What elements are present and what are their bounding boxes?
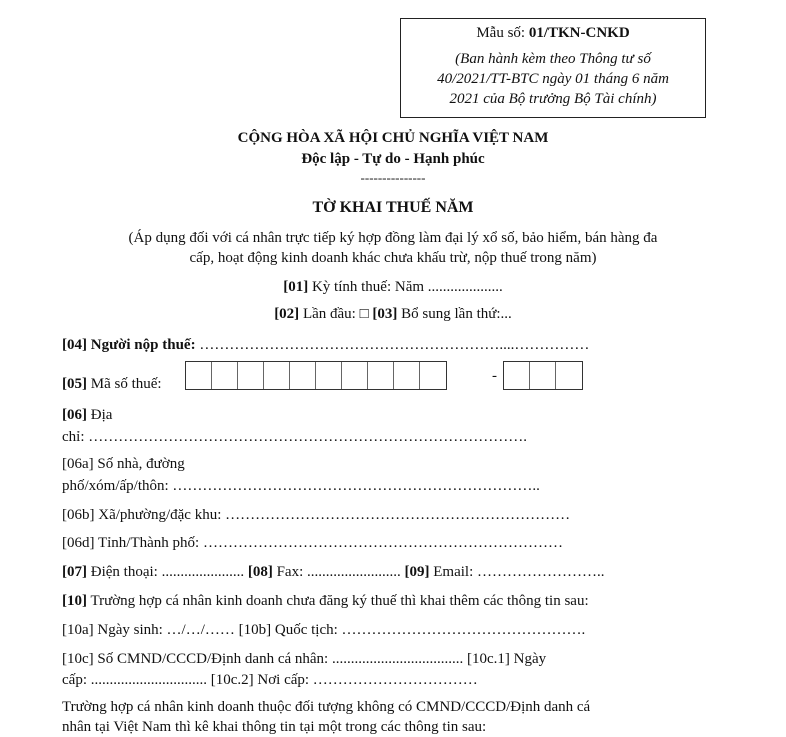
form-code: 01/TKN-CNKD (528, 25, 630, 41)
field-02-03-line (0, 304, 786, 324)
form-code-line (401, 23, 705, 43)
tax-code-digit[interactable] (316, 362, 342, 389)
national-motto: Độc lập - Tự do - Hạnh phúc (301, 151, 485, 167)
field-10c-line-1[interactable]: [10c] Số CMND/CCCD/Định danh cá nhân: ................................... [10c.1] Ngày (62, 651, 547, 667)
field-06-address-input[interactable]: chỉ: ……………………………………………………………………………. (62, 429, 527, 445)
field-09-email[interactable]: Email: …………………….. (429, 564, 605, 580)
field-09-code: [09] (404, 564, 430, 580)
field-04-label: [04] Người nộp thuế: (62, 337, 196, 353)
tax-code-branch-boxes[interactable] (503, 361, 583, 390)
page-title: TỜ KHAI THUẾ NĂM (312, 199, 474, 216)
field-01-text: Kỳ tính thuế: Năm .................... (308, 279, 503, 295)
field-06-code: [06] (62, 407, 87, 423)
first-time-checkbox[interactable]: □ (359, 306, 369, 322)
tax-code-digit[interactable] (394, 362, 420, 389)
header-separator: --------------- (360, 170, 426, 185)
field-02-text: Lần đầu: (299, 306, 360, 322)
field-06b-ward[interactable]: [06b] Xã/phường/đặc khu: …………………………………………………………… (62, 507, 571, 523)
field-07-code: [07] (62, 564, 87, 580)
field-04-dots: ……………………………………………………....…………… (195, 337, 590, 353)
field-10-text: Trường hợp cá nhân kinh doanh chưa đăng ký thuế thì khai thêm các thông tin sau: (87, 593, 589, 609)
field-02-code: [02] (274, 306, 300, 322)
field-06-address-label (62, 405, 112, 425)
field-05-label (62, 374, 162, 394)
tax-code-digit[interactable] (212, 362, 238, 389)
field-01-tax-period[interactable] (0, 277, 786, 297)
tax-code-branch-digit[interactable] (530, 362, 556, 389)
form-code-box (400, 18, 706, 118)
field-06-text: Địa (87, 407, 113, 423)
country-name: CỘNG HÒA XÃ HỘI CHỦ NGHĨA VIỆT NAM (237, 130, 549, 146)
field-10a-10b[interactable]: [10a] Ngày sinh: …/…/…… [10b] Quốc tịch: …………………………………………. (62, 622, 586, 638)
issued-line-2: 40/2021/TT-BTC ngày 01 tháng 6 năm (437, 71, 669, 87)
subtitle-line-2: cấp, hoạt động kinh doanh khác chưa khấu trừ, nộp thuế trong năm) (189, 250, 597, 266)
tax-code-digit[interactable] (368, 362, 394, 389)
field-03-text[interactable]: Bổ sung lần thứ:... (397, 306, 512, 322)
field-06d-province[interactable]: [06d] Tỉnh/Thành phố: ……………………………………………………………… (62, 535, 563, 551)
tax-code-branch-digit[interactable] (556, 362, 582, 389)
field-04-taxpayer[interactable] (62, 335, 589, 355)
tax-code-digit[interactable] (238, 362, 264, 389)
tax-code-digit[interactable] (342, 362, 368, 389)
tax-code-digit[interactable] (264, 362, 290, 389)
field-06a-label: [06a] Số nhà, đường (62, 456, 185, 472)
field-08-fax[interactable]: Fax: ......................... (272, 564, 405, 580)
subtitle-line-1: (Áp dụng đối với cá nhân trực tiếp ký hợp đồng làm đại lý xổ số, bảo hiểm, bán hàng đa (128, 230, 658, 246)
field-01-code: [01] (283, 279, 309, 295)
tax-code-dash: - (492, 368, 497, 384)
issued-line-3: 2021 của Bộ trưởng Bộ Tài chính) (449, 91, 657, 107)
field-07-09-line (62, 562, 605, 582)
field-10-code: [10] (62, 593, 87, 609)
field-10c-line-2[interactable]: cấp: ............................... [10c.2] Nơi cấp: …………………………… (62, 672, 478, 688)
field-10-line (62, 591, 589, 611)
tax-code-digit[interactable] (420, 362, 446, 389)
field-03-code: [03] (368, 306, 398, 322)
tax-code-boxes[interactable] (185, 361, 447, 390)
note-line-2: nhân tại Việt Nam thì kê khai thông tin tại một trong các thông tin sau: (62, 719, 487, 735)
form-code-label: Mẫu số: (476, 25, 529, 41)
issued-line-1: (Ban hành kèm theo Thông tư số (455, 51, 651, 67)
tax-code-digit[interactable] (186, 362, 212, 389)
field-05-code: [05] (62, 376, 87, 392)
field-06a-input[interactable]: phố/xóm/ấp/thôn: ……………………………………………………………….. (62, 478, 540, 494)
note-line-1: Trường hợp cá nhân kinh doanh thuộc đối tượng không có CMND/CCCD/Định danh cá (62, 699, 591, 715)
field-08-code: [08] (247, 564, 273, 580)
tax-code-digit[interactable] (290, 362, 316, 389)
field-05-text: Mã số thuế: (87, 376, 162, 392)
field-07-phone[interactable]: Điện thoại: ...................... (87, 564, 248, 580)
tax-code-branch-digit[interactable] (504, 362, 530, 389)
